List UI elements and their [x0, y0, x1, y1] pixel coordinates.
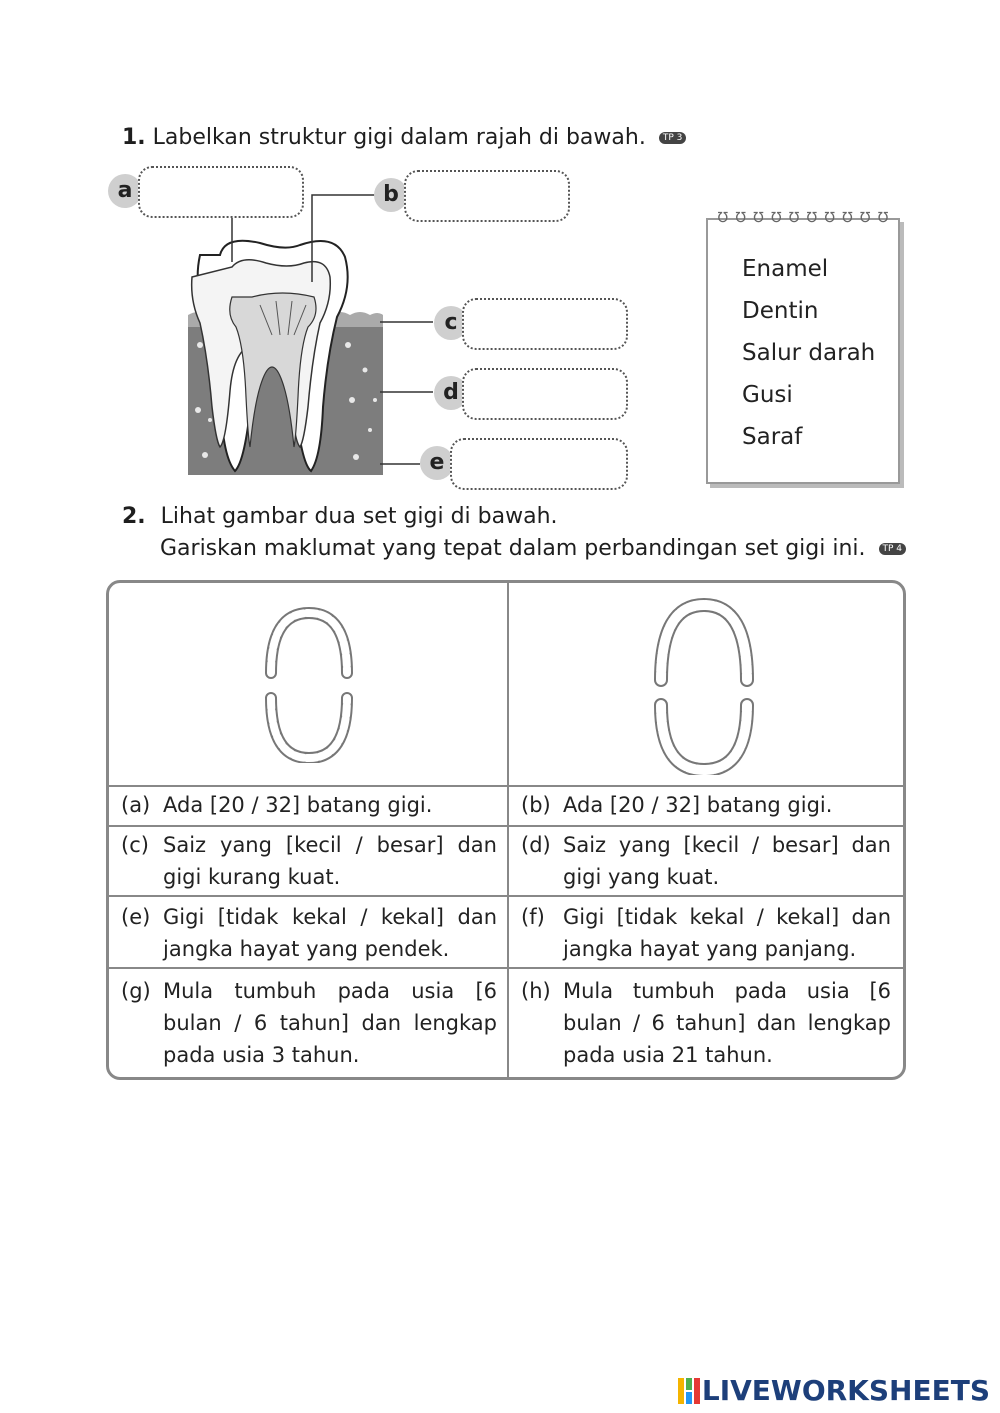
answer-box-a[interactable]	[138, 166, 304, 218]
cell-text: Mula tumbuh pada usia [6 bulan / 6 tahun] dan lengkap pada usia 21 tahun.	[563, 979, 891, 1067]
tp-badge-2: TP 4	[879, 543, 907, 555]
word-saraf: Saraf	[742, 424, 803, 450]
cell-e[interactable]	[121, 901, 497, 965]
answer-box-c[interactable]	[462, 298, 628, 350]
cell-label: (f)	[521, 905, 545, 929]
word-dentin: Dentin	[742, 298, 819, 324]
cell-label: (b)	[521, 793, 551, 817]
cell-c[interactable]	[121, 829, 497, 893]
cell-text: Gigi [tidak kekal / kekal] dan jangka hayat yang pendek.	[163, 905, 497, 961]
row-line	[109, 895, 903, 897]
cell-g[interactable]	[121, 975, 497, 1071]
word-enamel: Enamel	[742, 256, 829, 282]
spiral-binding: ℧ ℧ ℧ ℧ ℧ ℧ ℧ ℧ ℧ ℧	[717, 210, 889, 226]
cell-label: (d)	[521, 833, 551, 857]
cell-text: Gigi [tidak kekal / kekal] dan jangka hayat yang panjang.	[563, 905, 891, 961]
cell-b[interactable]	[521, 789, 891, 821]
cell-d[interactable]	[521, 829, 891, 893]
cell-label: (c)	[121, 833, 149, 857]
brand-text: LIVEWORKSHEETS	[701, 1374, 990, 1407]
comparison-table	[106, 580, 906, 1080]
table-divider	[507, 583, 509, 1077]
label-d: d	[434, 376, 468, 410]
cell-text: Ada [20 / 32] batang gigi.	[163, 793, 433, 817]
question-2-number: 2.	[122, 504, 146, 529]
question-2-line2: Gariskan maklumat yang tepat dalam perbandingan set gigi ini.	[160, 536, 866, 561]
label-b: b	[374, 178, 408, 212]
answer-box-b[interactable]	[404, 170, 570, 222]
label-e: e	[420, 446, 454, 480]
adult-teeth-image	[649, 595, 759, 775]
word-salur-darah: Salur darah	[742, 340, 876, 366]
label-c: c	[434, 306, 468, 340]
logo-mark-icon	[678, 1378, 700, 1404]
cell-text: Saiz yang [kecil / besar] dan gigi kurang kuat.	[163, 833, 497, 889]
liveworksheets-logo	[678, 1374, 990, 1407]
answer-box-d[interactable]	[462, 368, 628, 420]
word-list-box	[706, 210, 900, 484]
cell-text: Saiz yang [kecil / besar] dan gigi yang kuat.	[563, 833, 891, 889]
question-2-line2-wrap	[160, 535, 906, 563]
question-2-heading	[122, 503, 558, 531]
cell-label: (h)	[521, 979, 551, 1003]
question-1-text: Labelkan struktur gigi dalam rajah di bawah.	[152, 125, 646, 150]
tp-badge: TP 3	[659, 132, 687, 144]
cell-label: (g)	[121, 979, 151, 1003]
cell-text: Ada [20 / 32] batang gigi.	[563, 793, 833, 817]
question-1-number: 1.	[122, 125, 146, 150]
label-a: a	[108, 174, 142, 208]
baby-teeth-image	[259, 603, 359, 763]
cell-f[interactable]	[521, 901, 891, 965]
word-gusi: Gusi	[742, 382, 793, 408]
row-line	[109, 825, 903, 827]
cell-a[interactable]	[121, 789, 497, 821]
answer-box-e[interactable]	[450, 438, 628, 490]
cell-label: (e)	[121, 905, 151, 929]
question-2-line1: Lihat gambar dua set gigi di bawah.	[160, 504, 558, 529]
cell-text: Mula tumbuh pada usia [6 bulan / 6 tahun] dan lengkap pada usia 3 tahun.	[163, 979, 497, 1067]
cell-h[interactable]	[521, 975, 891, 1071]
cell-label: (a)	[121, 793, 151, 817]
row-line	[109, 785, 903, 787]
row-line	[109, 967, 903, 969]
